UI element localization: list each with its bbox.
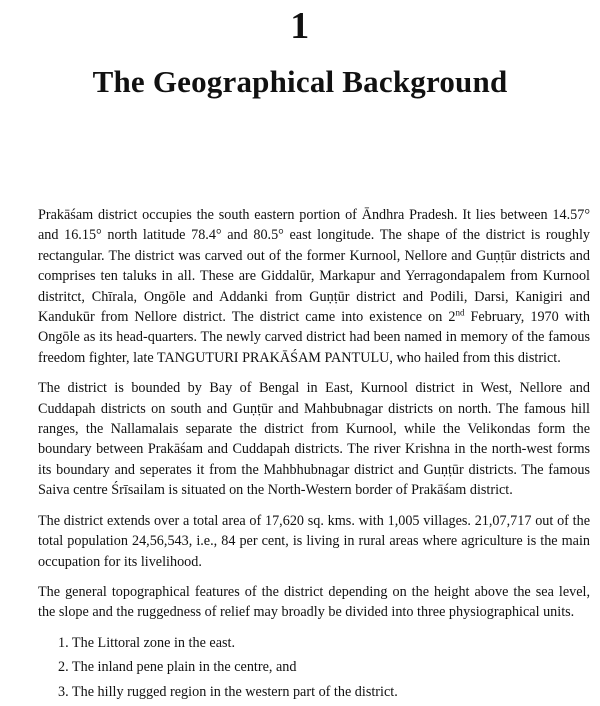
chapter-title: The Geographical Background bbox=[92, 64, 508, 99]
paragraph-2: The district is bounded by Bay of Bengal in East, Kurnool district in West, Nellore and Cuddapah districts on south and Guṇṭūr and Mahbubnagar districts on north. The famous hill ranges, the Nallamalais separate the district from Kurnool, while the Velikondas form the boundary between Prakāśam and Cuddapah districts. The river Krishna in the north-west forms its boundary and seperates it from the Mahbhubnagar district and Guṇṭūr districts. The famous Saiva centre Śrīsailam is situated on the North-Western border of Prakāśam district. bbox=[38, 380, 590, 499]
chapter-number: 1 bbox=[290, 5, 310, 47]
body-text bbox=[38, 205, 590, 706]
paragraph-4: The general topographical features of the district depending on the height above the sea level, the slope and the ruggedness of relief may broadly be divided into three physiographical units. bbox=[38, 583, 590, 621]
list-item: 1. The Littoral zone in the east. bbox=[58, 634, 236, 651]
physiographic-units-list bbox=[38, 633, 590, 702]
paragraph-3: The district extends over a total area of 17,620 sq. kms. with 1,005 villages. 21,07,717 out of the total population 24,56,543, i.e., 84 per cent, is living in rural areas where agriculture is the main occupation for its livelihood. bbox=[38, 512, 590, 570]
list-item: 2. The inland pene plain in the centre, and bbox=[58, 659, 297, 676]
paragraph-1: Prakāśam district occupies the south eastern portion of Āndhra Pradesh. It lies between 14.57° and 16.15° north latitude 78.4° and 80.5° east longitude. The shape of the district is roughly rectangular. The district was carved out of the former Kurnool, Nellore and Guṇṭūr districts and comprises ten taluks in all. These are Giddalūr, Markapur and Yerragondapalem from Kurnool distritct, Chīrala, Ongōle and Addanki from Guṇṭūr district and Podili, Darsi, Kanigiri and Kandukūr from Nellore district. The district came into existence on 2nd February, 1970 with Ongōle as its head-quarters. The newly carved district had been named in memory of the famous freedom fighter, late TANGUTURI PRAKĀŚAM PANTULU, who hailed from this district. bbox=[38, 207, 590, 366]
list-item: 3. The hilly rugged region in the western part of the district. bbox=[58, 683, 398, 700]
